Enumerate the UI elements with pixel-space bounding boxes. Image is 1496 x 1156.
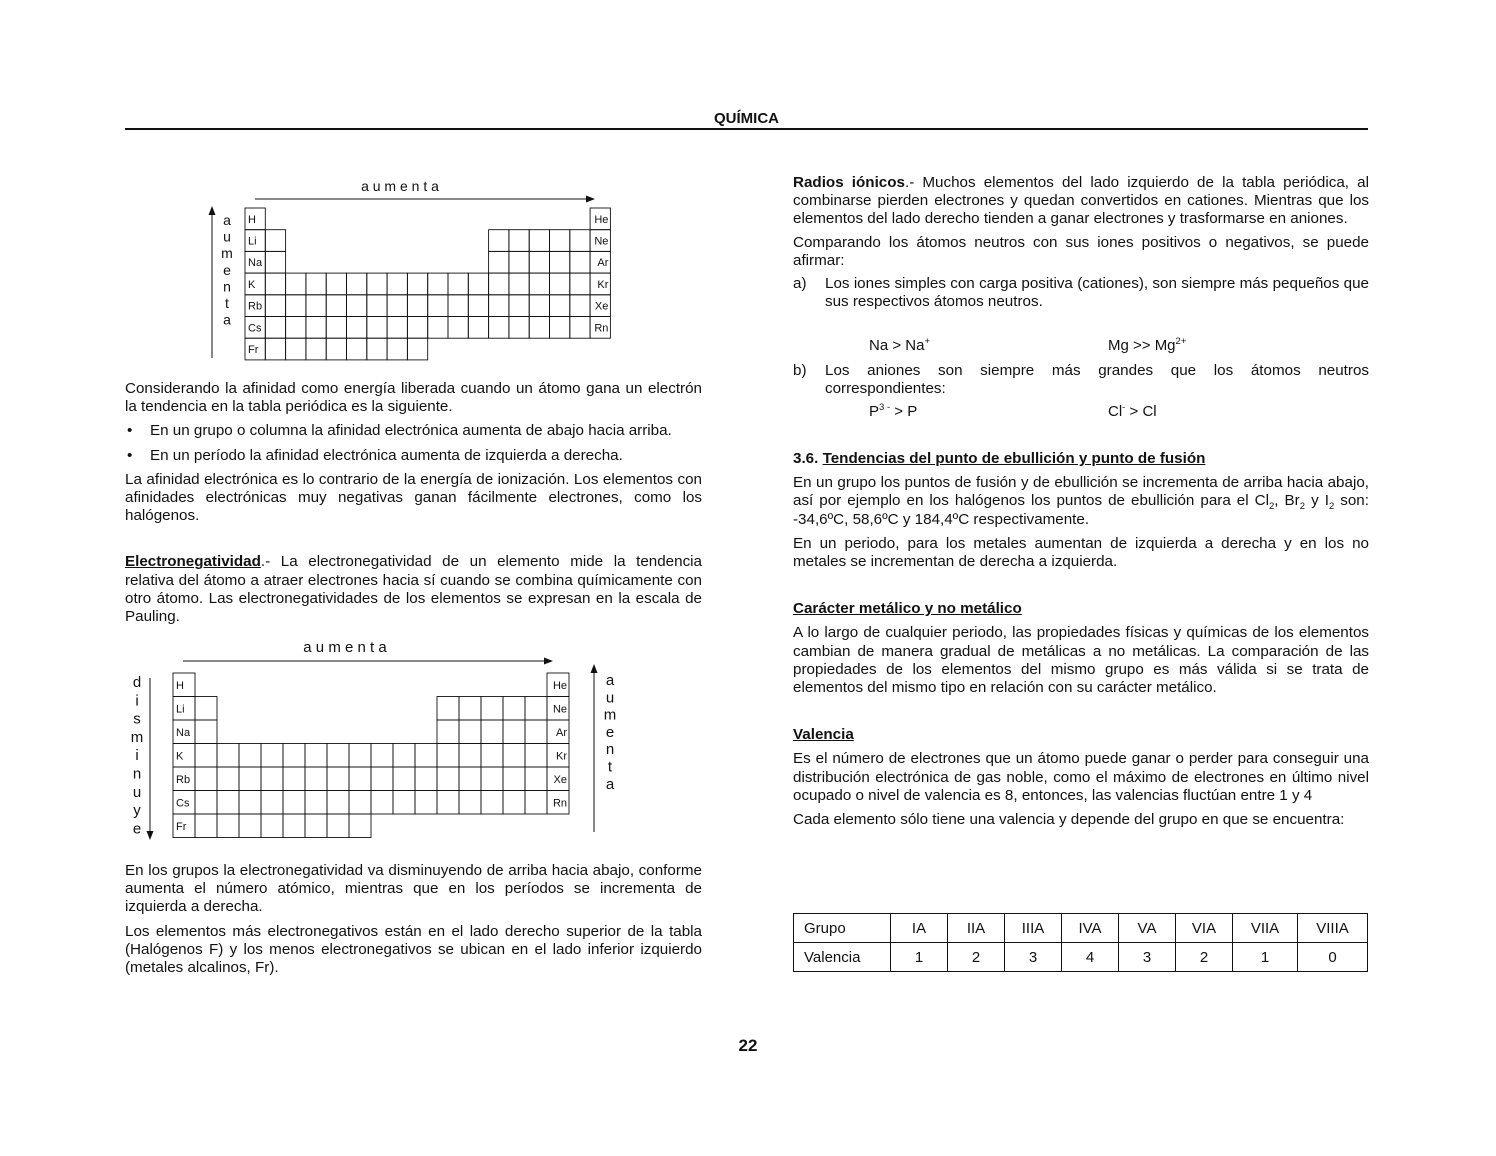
table-cell [529, 251, 549, 273]
boiling-paragraph [793, 474, 1369, 529]
section-number: 3.6. [793, 450, 819, 467]
table-cell: IA [891, 914, 948, 943]
table-cell [415, 791, 437, 815]
table-cell [509, 230, 529, 252]
right-column-lower [793, 450, 1369, 829]
increase-label-side-letter: n [605, 741, 615, 759]
arrow-head [209, 206, 216, 215]
table-cell [217, 814, 239, 838]
table-cell [371, 767, 393, 791]
table-cell [305, 744, 327, 768]
valence-paragraph-2: Cada elemento sólo tiene una valencia y depende del grupo en que se encuentra: [793, 811, 1345, 829]
table-cell [371, 791, 393, 815]
text-run: , Br [1274, 492, 1300, 510]
list-item: • En un período la afinidad electrónica aumenta de izquierda a derecha. [125, 447, 702, 465]
increase-label-side-letter: u [605, 689, 615, 707]
example-rest: > Cl [1125, 403, 1157, 420]
increase-label-side-letter: m [221, 245, 233, 262]
table-cell [529, 295, 549, 317]
table-cell [415, 767, 437, 791]
example-phosphorus [869, 403, 917, 420]
list-text-a: Los iones simples con carga positiva (cationes), son siempre más pequeños que sus respectivos átomos neutros. [825, 275, 1369, 311]
table-cell: 1 [1233, 943, 1298, 972]
subscript: 2 [1269, 501, 1275, 513]
table-cell [459, 697, 481, 721]
table-cell [407, 273, 427, 295]
table-cell [239, 767, 261, 791]
valence-heading: Valencia [793, 726, 854, 744]
decrease-label-side-letter: m [130, 728, 144, 746]
table-cell [283, 767, 305, 791]
table-cell [305, 791, 327, 815]
table-cell [525, 791, 547, 815]
table-cell [459, 791, 481, 815]
table-cell [550, 273, 570, 295]
table-cell [503, 744, 525, 768]
increase-label-side-letter: u [223, 228, 231, 245]
table-cell [306, 338, 326, 360]
table-cell: VIIA [1233, 914, 1298, 943]
table-cell [459, 744, 481, 768]
table-cell [327, 791, 349, 815]
table-cell [283, 744, 305, 768]
table-cell: IVA [1062, 914, 1119, 943]
table-cell [481, 720, 503, 744]
example-base: P [869, 403, 880, 420]
electronegativity-text: .- La electronegatividad de un elemento mide la tendencia relativa del átomo a atraer electrones hacia sí cuando se combina químicamente con otro átomo. Las electronegatividades de los elementos se expresan en la escala de Pauling. [125, 553, 702, 626]
table-cell [327, 814, 349, 838]
table-cell [503, 767, 525, 791]
table-cell [195, 744, 217, 768]
table-cell [306, 295, 326, 317]
table-cell [286, 338, 306, 360]
decrease-label-side-letter: e [132, 820, 142, 838]
table-cell [347, 317, 367, 339]
table-cell [347, 338, 367, 360]
element-label: K [176, 750, 184, 763]
table-cell [428, 273, 448, 295]
element-label: Fr [176, 820, 187, 833]
table-cell [407, 317, 427, 339]
table-cell: Valencia [794, 943, 891, 972]
metallic-heading: Carácter metálico y no metálico [793, 600, 1022, 618]
section-3-6-heading [793, 450, 1369, 468]
header-rule [125, 128, 1368, 130]
table-cell [509, 251, 529, 273]
table-cell [327, 767, 349, 791]
table-cell [489, 295, 509, 317]
table-cell [261, 767, 283, 791]
table-cell [367, 338, 387, 360]
element-label: Na [176, 726, 191, 739]
table-cell [306, 317, 326, 339]
element-label: He [594, 213, 609, 226]
table-cell [286, 273, 306, 295]
table-cell [326, 273, 346, 295]
valence-paragraph-1: Es el número de electrones que un átomo puede ganar o perder para conseguir una distribución electrónica de gas noble, como el máximo de electrones en último nivel ocupado o nivel de valencia es 8, entonces, las valencias fluctúan entre 1 y 4 [793, 750, 1369, 804]
decrease-label-side-letter: i [135, 747, 139, 765]
left-column-electronegativity [125, 862, 702, 977]
ionic-radii-term: Radios iónicos [793, 174, 905, 191]
table-cell [265, 251, 285, 273]
decrease-label-side-letter: u [132, 783, 142, 801]
table-cell [489, 230, 509, 252]
table-cell [459, 720, 481, 744]
element-label: Rb [176, 773, 191, 786]
table-cell [387, 317, 407, 339]
table-cell: VIIIA [1298, 914, 1368, 943]
table-cell [437, 744, 459, 768]
element-label: K [248, 278, 256, 291]
table-cell [481, 697, 503, 721]
table-cell [407, 338, 427, 360]
decrease-label-side-letter: y [133, 802, 141, 820]
table-cell [387, 338, 407, 360]
table-cell [428, 317, 448, 339]
table-cell [305, 814, 327, 838]
affinity-outro: La afinidad electrónica es lo contrario de la energía de ionización. Los elementos con afinidades electrónicas muy negativas ganan fácilmente electrones, como los halógenos. [125, 470, 702, 525]
increase-label-side-letter: a [223, 311, 231, 328]
element-label: Cs [248, 322, 262, 335]
valence-table [793, 913, 1368, 972]
page-number: 22 [738, 1036, 758, 1055]
table-row [794, 943, 1368, 972]
element-label: Li [176, 703, 185, 716]
table-cell [509, 317, 529, 339]
table-cell [415, 744, 437, 768]
table-cell: 0 [1298, 943, 1368, 972]
element-label: Ar [597, 257, 609, 270]
table-cell [468, 295, 488, 317]
arrow-head [591, 664, 598, 673]
table-cell [550, 295, 570, 317]
table-cell [509, 295, 529, 317]
table-cell [195, 791, 217, 815]
example-chlorine [1108, 403, 1157, 420]
example-superscript: 2+ [1175, 336, 1187, 347]
element-label: Kr [556, 750, 567, 763]
list-item-b [793, 362, 1369, 398]
decrease-label-side-letter: s [133, 710, 141, 728]
increase-label-side-letter: m [603, 706, 617, 724]
table-cell [265, 273, 285, 295]
table-cell [393, 791, 415, 815]
increase-label-side-letter: n [223, 278, 231, 295]
increase-label-side-letter: a [223, 212, 231, 228]
element-label: Rn [594, 322, 609, 335]
example-base: Cl [1108, 403, 1123, 420]
table-cell [550, 230, 570, 252]
table-cell [265, 338, 285, 360]
table-cell [570, 251, 590, 273]
element-label: H [248, 213, 256, 226]
table-cell [327, 744, 349, 768]
table-cell [349, 814, 371, 838]
table-cell [570, 295, 590, 317]
table-cell [265, 295, 285, 317]
table-cell [393, 767, 415, 791]
table-cell [367, 273, 387, 295]
decrease-label-side-letter: i [135, 692, 139, 710]
element-label: Cs [176, 797, 190, 810]
element-label: Xe [594, 300, 609, 313]
arrow-head [544, 658, 553, 665]
increase-label-side-letter: t [607, 758, 613, 776]
table-cell [326, 295, 346, 317]
table-cell [529, 317, 549, 339]
groups-paragraph: En los grupos la electronegatividad va disminuyendo de arriba hacia abajo, conforme aumenta el número atómico, mientras que en los períodos se incrementa de izquierda a derecha. [125, 862, 702, 916]
table-cell [261, 791, 283, 815]
element-label: Fr [248, 343, 259, 356]
increase-label-side-letter: e [605, 723, 615, 741]
table-row [794, 914, 1368, 943]
table-cell [239, 814, 261, 838]
table-cell: VIA [1176, 914, 1233, 943]
table-cell [286, 295, 306, 317]
table-cell [481, 744, 503, 768]
element-label: Ne [594, 235, 609, 248]
table-cell [306, 273, 326, 295]
ionic-radii-text: .- Muchos elementos del lado izquierdo de la tabla periódica, al combinarse pierden electrones y quedan convertidos en cationes. Mientras que los elementos del lado derecho tienden a ganar electrones y trasformarse en aniones. [793, 174, 1369, 228]
table-cell [525, 744, 547, 768]
table-cell [525, 767, 547, 791]
table-cell: 3 [1119, 943, 1176, 972]
table-cell [509, 273, 529, 295]
table-cell [265, 317, 285, 339]
table-cell [347, 273, 367, 295]
section-title: Tendencias del punto de ebullición y punto de fusión [822, 450, 1206, 467]
table-cell: 2 [948, 943, 1005, 972]
increase-label-top: a u m e n t a [303, 639, 387, 656]
table-cell [570, 230, 590, 252]
increase-label-side-letter: a [605, 775, 615, 793]
arrow-head [586, 196, 595, 203]
table-cell [468, 273, 488, 295]
left-column-affinity [125, 380, 702, 626]
table-cell [349, 744, 371, 768]
table-cell [367, 295, 387, 317]
table-cell: 3 [1005, 943, 1062, 972]
list-text-b: Los aniones son siempre más grandes que los átomos neutros correspondientes: [825, 362, 1369, 398]
table-cell [195, 814, 217, 838]
element-label: H [176, 679, 184, 692]
table-cell: 4 [1062, 943, 1119, 972]
table-cell [481, 791, 503, 815]
table-cell [550, 317, 570, 339]
table-cell [239, 791, 261, 815]
table-cell [393, 744, 415, 768]
example-superscript: 3 - [879, 402, 891, 413]
table-cell: 1 [891, 943, 948, 972]
table-cell [283, 791, 305, 815]
table-cell [261, 744, 283, 768]
table-cell [448, 317, 468, 339]
element-label: Rb [248, 300, 263, 313]
list-label-a: a) [793, 275, 807, 293]
list-item-a [793, 275, 1369, 311]
element-label: Rn [552, 797, 567, 810]
table-cell [481, 767, 503, 791]
electronegativity-paragraph [125, 553, 702, 626]
table-cell [550, 251, 570, 273]
example-sodium [869, 337, 930, 354]
element-label: Ar [556, 726, 567, 739]
table-cell [239, 744, 261, 768]
table-cell [349, 767, 371, 791]
ionic-radii-paragraph [793, 174, 1369, 229]
metallic-paragraph: A lo largo de cualquier periodo, las propiedades físicas y químicas de los elementos cambian de manera gradual de metálicas a no metálicas. La comparación de las propiedades de los elementos del mismo grupo es más válida si se trata de elementos del mismo tipo en relación con su carácter metálico. [793, 624, 1369, 697]
table-cell [468, 317, 488, 339]
table-cell [387, 273, 407, 295]
element-label: Kr [597, 278, 609, 291]
periodic-table-diagram-affinity [195, 172, 625, 364]
decrease-label-side-letter: d [132, 674, 142, 691]
arrow-head [147, 831, 154, 840]
table-cell [448, 273, 468, 295]
elements-paragraph: Los elementos más electronegativos están en el lado derecho superior de la tabla (Halógenos F) y los menos electronegativos se ubican en el lado inferior izquierdo (metales alcalinos, Fr). [125, 922, 702, 977]
comparing-paragraph: Comparando los átomos neutros con sus iones positivos o negativos, se puede afirmar: [793, 233, 1369, 269]
table-cell [283, 814, 305, 838]
table-cell: IIIA [1005, 914, 1062, 943]
table-cell [529, 273, 549, 295]
table-cell: Grupo [794, 914, 891, 943]
table-cell [503, 720, 525, 744]
table-cell [217, 744, 239, 768]
table-cell [367, 317, 387, 339]
table-cell [489, 273, 509, 295]
text-run: En un grupo los puntos de fusión y de ebullición se incrementa de arriba hacia abajo, así por ejemplo en los halógenos los puntos de ebullición para el Cl [793, 474, 1369, 510]
subscript: 2 [1299, 501, 1306, 513]
table-cell [286, 317, 306, 339]
table-cell: VA [1119, 914, 1176, 943]
periodic-table-diagram-electronegativity [125, 635, 625, 845]
table-cell [347, 295, 367, 317]
table-cell [437, 720, 459, 744]
table-cell [459, 767, 481, 791]
table-cell [570, 317, 590, 339]
table-cell [437, 791, 459, 815]
table-cell: IIA [948, 914, 1005, 943]
right-column-ionic-radii [793, 174, 1369, 311]
table-cell [195, 720, 217, 744]
table-cell [570, 273, 590, 295]
table-cell [529, 230, 549, 252]
text-run: y I [1305, 492, 1329, 510]
table-cell: 2 [1176, 943, 1233, 972]
list-item: • En un grupo o columna la afinidad electrónica aumenta de abajo hacia arriba. [125, 422, 702, 440]
electronegativity-term: Electronegatividad [125, 553, 261, 571]
table-cell [265, 230, 285, 252]
table-cell [195, 697, 217, 721]
table-cell [349, 791, 371, 815]
affinity-bullet-list [125, 422, 702, 464]
table-cell [489, 317, 509, 339]
table-cell [489, 251, 509, 273]
example-superscript: - [1122, 402, 1126, 413]
element-label: Xe [553, 773, 567, 786]
table-cell [326, 317, 346, 339]
table-cell [448, 295, 468, 317]
text-run: son: -34,6ºC, 58,6ºC y 184,4ºC respectivamente. [793, 492, 1369, 528]
example-base: Na > Na [869, 337, 925, 354]
example-base: Mg >> Mg [1108, 337, 1176, 354]
affinity-intro: Considerando la afinidad como energía liberada cuando un átomo gana un electrón la tendencia en la tabla periódica es la siguiente. [125, 380, 702, 416]
increase-label-side-letter: a [605, 672, 615, 689]
table-cell [525, 720, 547, 744]
table-cell [407, 295, 427, 317]
table-cell [261, 814, 283, 838]
element-label: Na [248, 257, 263, 270]
table-cell [525, 697, 547, 721]
table-cell [503, 791, 525, 815]
table-cell [195, 767, 217, 791]
example-magnesium [1108, 337, 1186, 354]
element-label: Ne [552, 703, 567, 716]
period-paragraph: En un periodo, para los metales aumentan de izquierda a derecha y en los no metales se incrementan de derecha a izquierda. [793, 534, 1369, 571]
table-cell [217, 767, 239, 791]
table-cell [326, 338, 346, 360]
table-cell [503, 697, 525, 721]
increase-label-top: a u m e n t a [361, 178, 439, 194]
table-cell [217, 791, 239, 815]
list-label-b: b) [793, 362, 807, 379]
table-cell [437, 767, 459, 791]
increase-label-side-letter: e [223, 261, 231, 278]
subscript: 2 [1328, 501, 1335, 513]
element-label: Li [248, 235, 257, 248]
example-rest: > P [890, 403, 918, 420]
decrease-label-side-letter: n [132, 765, 142, 783]
page-header-title: QUÍMICA [714, 110, 779, 127]
table-cell [305, 767, 327, 791]
example-superscript: + [924, 336, 931, 347]
table-cell [371, 744, 393, 768]
table-cell [387, 295, 407, 317]
increase-label-side-letter: t [225, 295, 229, 311]
element-label: He [552, 679, 567, 692]
table-cell [428, 295, 448, 317]
table-cell [437, 697, 459, 721]
